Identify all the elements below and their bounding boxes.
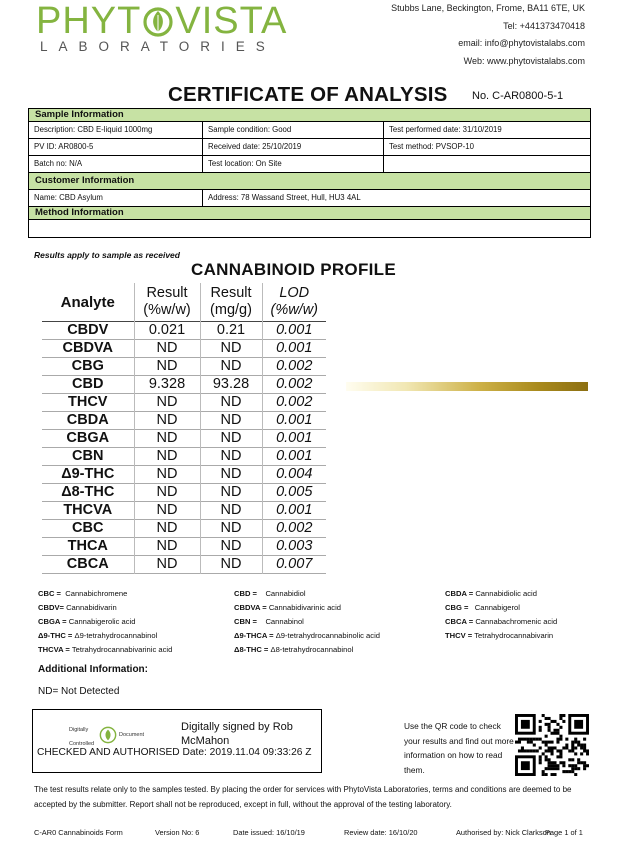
qr-instructions: Use the QR code to check your results and find out more information on how to read them. bbox=[404, 721, 514, 775]
col-header-analyte: Analyte bbox=[60, 293, 115, 311]
leaf-logo-icon bbox=[142, 5, 174, 37]
legend-abbr: Δ8-THC = bbox=[234, 645, 269, 654]
legend-def: Δ8-tetrahydrocannabinol bbox=[270, 645, 354, 654]
legend-item bbox=[38, 589, 127, 598]
table-header-row bbox=[42, 283, 326, 322]
customer-address: Address: 78 Wassand Street, Hull, HU3 4AL bbox=[208, 193, 361, 202]
result-mg-cell: 0.21 bbox=[200, 322, 262, 340]
legend-abbr: THCVA = bbox=[38, 645, 70, 654]
legend-item bbox=[234, 631, 380, 640]
legend-def: Cannabigerol bbox=[474, 603, 520, 612]
result-pct-cell: ND bbox=[134, 520, 200, 538]
table-row bbox=[42, 376, 326, 394]
result-mg-cell: ND bbox=[200, 430, 262, 448]
col-header-line: (%w/w) bbox=[143, 302, 191, 318]
info-cell: Test method: PVSOP-10 bbox=[389, 142, 474, 151]
method-info-heading: Method Information bbox=[29, 207, 590, 220]
checked-authorised-line bbox=[37, 747, 311, 758]
footer-issued: Date issued: 16/10/19 bbox=[233, 828, 305, 837]
lod-cell: 0.002 bbox=[262, 394, 326, 412]
result-mg-cell: ND bbox=[200, 358, 262, 376]
col-header-result-pct bbox=[134, 283, 200, 322]
lod-cell: 0.007 bbox=[262, 556, 326, 574]
table-row bbox=[42, 448, 326, 466]
info-cell: PV ID: AR0800-5 bbox=[29, 139, 203, 155]
contact-block bbox=[391, 0, 585, 70]
legend-def: Δ9-tetrahydrocannabinolic acid bbox=[275, 631, 380, 640]
legend-abbr: CBGA = bbox=[38, 617, 67, 626]
signature-controlled-label: Controlled bbox=[69, 741, 95, 747]
analyte-cell: Δ8-THC bbox=[61, 484, 115, 500]
lod-cell: 0.001 bbox=[262, 502, 326, 520]
col-header-result-mg bbox=[200, 283, 262, 322]
analyte-cell: CBGA bbox=[66, 430, 110, 446]
lod-cell: 0.001 bbox=[262, 448, 326, 466]
legend-item bbox=[445, 589, 537, 598]
result-mg-cell: ND bbox=[200, 340, 262, 358]
signature-digitally-label: Digitally bbox=[69, 727, 89, 733]
logo-wordmark: PHYT VISTA bbox=[36, 0, 288, 42]
lod-cell: 0.003 bbox=[262, 538, 326, 556]
result-pct-cell: ND bbox=[134, 430, 200, 448]
table-row bbox=[42, 430, 326, 448]
page-title: CERTIFICATE OF ANALYSIS bbox=[168, 83, 448, 106]
table-row bbox=[42, 538, 326, 556]
decorative-gold-bar bbox=[346, 382, 588, 391]
result-pct-cell: ND bbox=[134, 340, 200, 358]
info-cell: Test location: On Site bbox=[203, 156, 384, 172]
legend-def: Cannabichromene bbox=[65, 589, 128, 598]
analyte-cell: CBD bbox=[72, 376, 104, 392]
signature-signed-by bbox=[181, 720, 321, 748]
info-row bbox=[29, 156, 590, 173]
results-note: Results apply to sample as received bbox=[34, 250, 180, 260]
col-header-line: (mg/g) bbox=[210, 302, 252, 318]
result-mg-cell: ND bbox=[200, 538, 262, 556]
result-mg-cell: ND bbox=[200, 412, 262, 430]
lod-cell: 0.001 bbox=[262, 340, 326, 358]
lod-cell: 0.002 bbox=[262, 358, 326, 376]
nd-note: ND= Not Detected bbox=[38, 686, 120, 697]
qr-code-icon[interactable] bbox=[515, 714, 589, 776]
col-header-line: LOD bbox=[279, 285, 310, 301]
info-cell: Received date: 25/10/2019 bbox=[203, 139, 384, 155]
col-header-lod bbox=[262, 283, 326, 322]
leaf-seal-icon bbox=[99, 726, 117, 744]
info-cell bbox=[384, 156, 590, 172]
legend-abbr: CBDV= bbox=[38, 603, 64, 612]
contact-address: Stubbs Lane, Beckington, Frome, BA11 6TE, UK bbox=[391, 3, 585, 13]
certificate-number: No. C-AR0800-5-1 bbox=[472, 90, 564, 102]
legend-def: Tetrahydrocannabivarinic acid bbox=[71, 645, 173, 654]
legend-abbr: Δ9-THC = bbox=[38, 631, 73, 640]
legend-item bbox=[445, 631, 553, 640]
analyte-cell: CBC bbox=[72, 520, 104, 536]
legend-def: Tetrahydrocannabivarin bbox=[474, 631, 554, 640]
lod-cell: 0.002 bbox=[262, 520, 326, 538]
analyte-cell: THCV bbox=[68, 394, 108, 410]
legend-abbr: THCV = bbox=[445, 631, 473, 640]
legend-def: Cannabigerolic acid bbox=[68, 617, 136, 626]
info-row bbox=[29, 139, 590, 156]
legend-def: Cannabidivarin bbox=[66, 603, 117, 612]
profile-title: CANNABINOID PROFILE bbox=[191, 260, 396, 279]
result-mg-cell: ND bbox=[200, 394, 262, 412]
analyte-cell: CBDV bbox=[67, 322, 109, 338]
sample-info-table bbox=[28, 108, 591, 238]
legend-abbr: Δ9-THCA = bbox=[234, 631, 274, 640]
customer-info-heading: Customer Information bbox=[29, 173, 590, 190]
legend-item bbox=[234, 617, 304, 626]
legend-def: Cannabidivarinic acid bbox=[268, 603, 342, 612]
legend-abbr: CBDA = bbox=[445, 589, 474, 598]
footer-version: Version No: 6 bbox=[155, 828, 200, 837]
legend-def: Δ9-tetrahydrocannabinol bbox=[74, 631, 158, 640]
cannabinoid-table bbox=[42, 283, 326, 574]
legend-item bbox=[38, 617, 135, 626]
col-header-line: Result bbox=[210, 285, 252, 301]
result-mg-cell: ND bbox=[200, 448, 262, 466]
legend-def: Cannabidiol bbox=[265, 589, 306, 598]
info-cell: Sample condition: Good bbox=[203, 122, 384, 138]
col-header-line: Result bbox=[146, 285, 188, 301]
info-row bbox=[29, 122, 590, 139]
lod-cell: 0.001 bbox=[262, 430, 326, 448]
result-mg-cell: ND bbox=[200, 484, 262, 502]
table-row bbox=[42, 394, 326, 412]
info-cell: Description: CBD E-liquid 1000mg bbox=[29, 122, 203, 138]
table-row bbox=[42, 340, 326, 358]
footer-authorised: Authorised by: Nick Clarkson bbox=[456, 828, 551, 837]
analyte-cell: CBCA bbox=[66, 556, 109, 572]
legend-def: Cannabidiolic acid bbox=[475, 589, 537, 598]
result-mg-cell: ND bbox=[200, 502, 262, 520]
footer-form: C-AR0 Cannabinoids Form bbox=[34, 828, 123, 837]
signature-document-label: Document bbox=[119, 732, 145, 738]
lod-cell: 0.001 bbox=[262, 322, 326, 340]
table-row bbox=[42, 466, 326, 484]
info-row bbox=[29, 190, 590, 207]
company-logo bbox=[36, 0, 306, 60]
analyte-cell: Δ9-THC bbox=[61, 466, 115, 482]
table-row bbox=[42, 322, 326, 340]
legend-item bbox=[445, 603, 520, 612]
legend-abbr: CBG = bbox=[445, 603, 469, 612]
contact-web[interactable]: Web: www.phytovistalabs.com bbox=[463, 55, 585, 66]
result-pct-cell: ND bbox=[134, 538, 200, 556]
legend-item bbox=[234, 589, 306, 598]
info-cell: Test performed date: 31/10/2019 bbox=[389, 125, 502, 134]
legend-item bbox=[38, 603, 117, 612]
footer-review: Review date: 16/10/20 bbox=[344, 828, 418, 837]
contact-email[interactable]: email: info@phytovistalabs.com bbox=[458, 38, 585, 48]
signature-signed-by-text: Digitally signed by Rob McMahon bbox=[181, 721, 293, 747]
table-row bbox=[42, 502, 326, 520]
legend-item bbox=[234, 603, 341, 612]
digital-signature-box bbox=[32, 709, 322, 773]
table-row bbox=[42, 412, 326, 430]
legend-def: Cannabinol bbox=[265, 617, 304, 626]
col-header-line: (%w/w) bbox=[270, 302, 319, 318]
disclaimer-text: The test results relate only to the samples tested. By placing the order for services with PhytoVista Laboratories, terms and conditions are deemed to be accepted by the submitter. Report shall not be reproduced, except in full, without the approval of the testing laboratory. bbox=[34, 785, 572, 809]
table-row bbox=[42, 484, 326, 502]
analyte-cell: CBG bbox=[71, 358, 104, 374]
analyte-cell: CBN bbox=[72, 448, 104, 464]
checked-authorised-label: CHECKED AND AUTHORISED bbox=[37, 747, 180, 758]
table-row bbox=[42, 358, 326, 376]
result-mg-cell: ND bbox=[200, 466, 262, 484]
analyte-cell: THCVA bbox=[63, 502, 113, 518]
sample-info-heading: Sample Information bbox=[29, 109, 590, 122]
result-mg-cell: 93.28 bbox=[200, 376, 262, 394]
legend-abbr: CBN = bbox=[234, 617, 257, 626]
lod-cell: 0.004 bbox=[262, 466, 326, 484]
legend-item bbox=[38, 645, 172, 654]
result-pct-cell: 9.328 bbox=[134, 376, 200, 394]
lod-cell: 0.002 bbox=[262, 376, 326, 394]
legend-item bbox=[234, 645, 353, 654]
result-pct-cell: 0.021 bbox=[134, 322, 200, 340]
legend-abbr: CBC = bbox=[38, 589, 61, 598]
logo-subtitle: LABORATORIES bbox=[40, 39, 276, 54]
result-pct-cell: ND bbox=[134, 394, 200, 412]
result-pct-cell: ND bbox=[134, 412, 200, 430]
result-pct-cell: ND bbox=[134, 466, 200, 484]
legend-abbr: CBDVA = bbox=[234, 603, 267, 612]
legend-item bbox=[445, 617, 557, 626]
legend-abbr: CBD = bbox=[234, 589, 257, 598]
result-pct-cell: ND bbox=[134, 502, 200, 520]
table-row bbox=[42, 520, 326, 538]
analyte-cell: CBDA bbox=[66, 412, 109, 428]
customer-name: Name: CBD Asylum bbox=[29, 190, 203, 206]
analyte-cell: CBDVA bbox=[62, 340, 113, 356]
result-mg-cell: ND bbox=[200, 556, 262, 574]
result-mg-cell: ND bbox=[200, 520, 262, 538]
method-info-blank bbox=[29, 220, 590, 237]
analyte-cell: THCA bbox=[67, 538, 108, 554]
additional-info-heading: Additional Information: bbox=[38, 664, 148, 675]
result-pct-cell: ND bbox=[134, 484, 200, 502]
table-row bbox=[42, 556, 326, 574]
contact-phone: Tel: +441373470418 bbox=[503, 20, 585, 31]
result-pct-cell: ND bbox=[134, 448, 200, 466]
footer-page: Page 1 of 1 bbox=[545, 828, 583, 837]
info-cell: Batch no: N/A bbox=[29, 156, 203, 172]
legend-def: Cannabachromenic acid bbox=[475, 617, 558, 626]
lod-cell: 0.005 bbox=[262, 484, 326, 502]
signature-date: Date: 2019.11.04 09:33:26 Z bbox=[182, 747, 312, 758]
result-pct-cell: ND bbox=[134, 556, 200, 574]
lod-cell: 0.001 bbox=[262, 412, 326, 430]
legend-item bbox=[38, 631, 157, 640]
result-pct-cell: ND bbox=[134, 358, 200, 376]
legend-abbr: CBCA = bbox=[445, 617, 474, 626]
